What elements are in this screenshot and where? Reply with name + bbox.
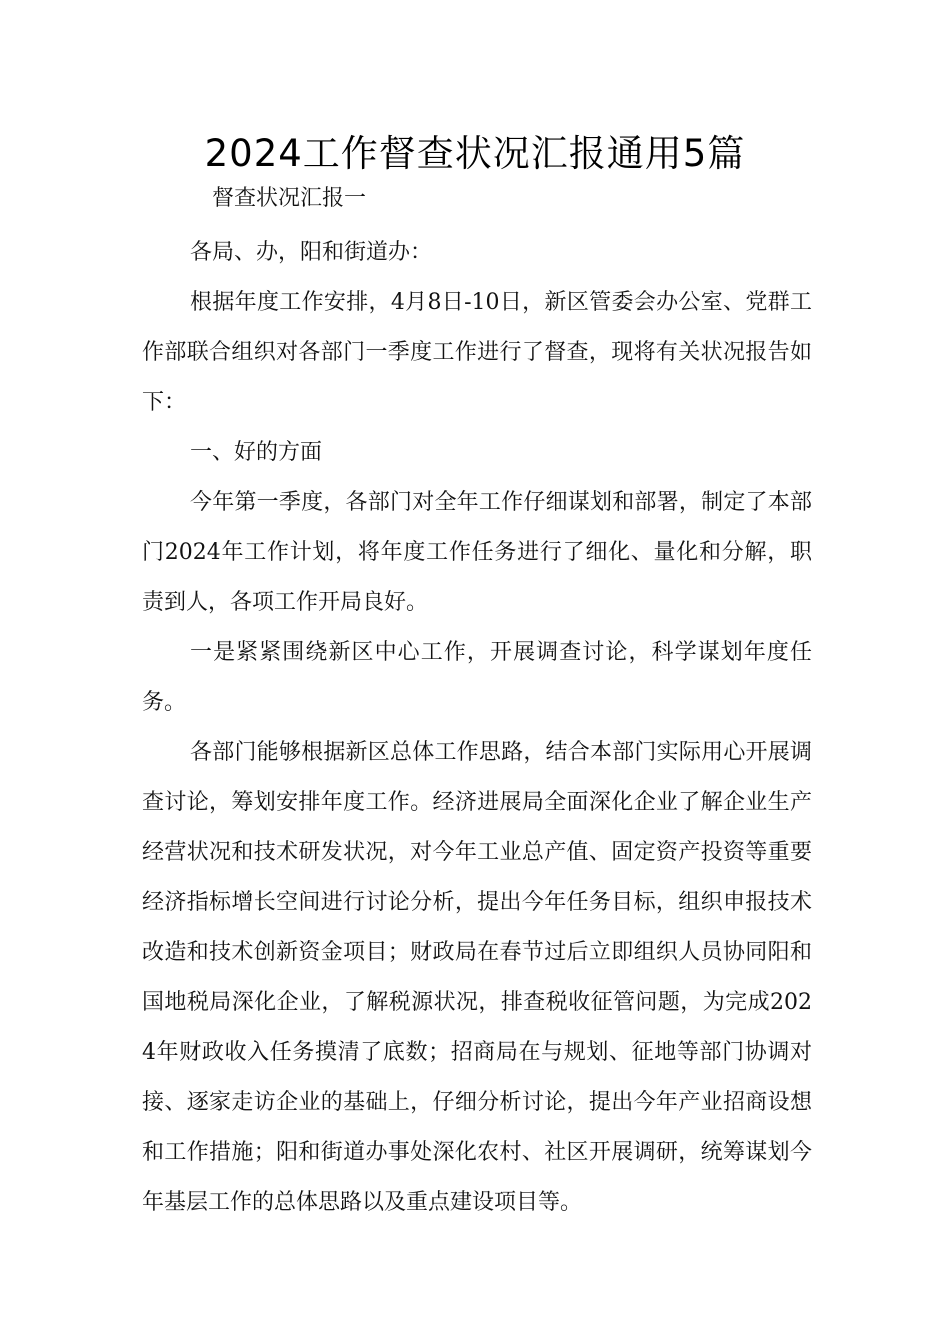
paragraph-point-one: 一是紧紧围绕新区中心工作，开展调查讨论，科学谋划年度任务。 xyxy=(142,640,812,715)
document-title: 2024工作督查状况汇报通用5篇 xyxy=(204,132,746,175)
paragraph-addressee: 各局、办，阳和街道办： xyxy=(190,240,433,265)
section-subtitle: 督查状况汇报一 xyxy=(212,186,367,211)
paragraph-first-quarter: 今年第一季度，各部门对全年工作仔细谋划和部署，制定了本部门2024年工作计划，将年度工作任务进行了细化、量化和分解，职责到人，各项工作开局良好。 xyxy=(142,490,812,615)
paragraph-intro: 根据年度工作安排，4月8日-10日，新区管委会办公室、党群工作部联合组织对各部门一季度工作进行了督查，现将有关状况报告如下： xyxy=(142,290,812,415)
section-heading-good-aspects: 一、好的方面 xyxy=(190,440,323,465)
document-body xyxy=(142,228,812,1228)
paragraph-departments-detail: 各部门能够根据新区总体工作思路，结合本部门实际用心开展调查讨论，筹划安排年度工作。经济进展局全面深化企业了解企业生产经营状况和技术研发状况，对今年工业总产值、固定资产投资等重要经济指标增长空间进行讨论分析，提出今年任务目标，组织申报技术改造和技术创新资金项目；财政局在春节过后立即组织人员协同阳和国地税局深化企业，了解税源状况，排查税收征管问题，为完成2024年财政收入任务摸清了底数；招商局在与规划、征地等部门协调对接、逐家走访企业的基础上，仔细分析讨论，提出今年产业招商设想和工作措施；阳和街道办事处深化农村、社区开展调研，统筹谋划今年基层工作的总体思路以及重点建设项目等。 xyxy=(142,740,812,1215)
